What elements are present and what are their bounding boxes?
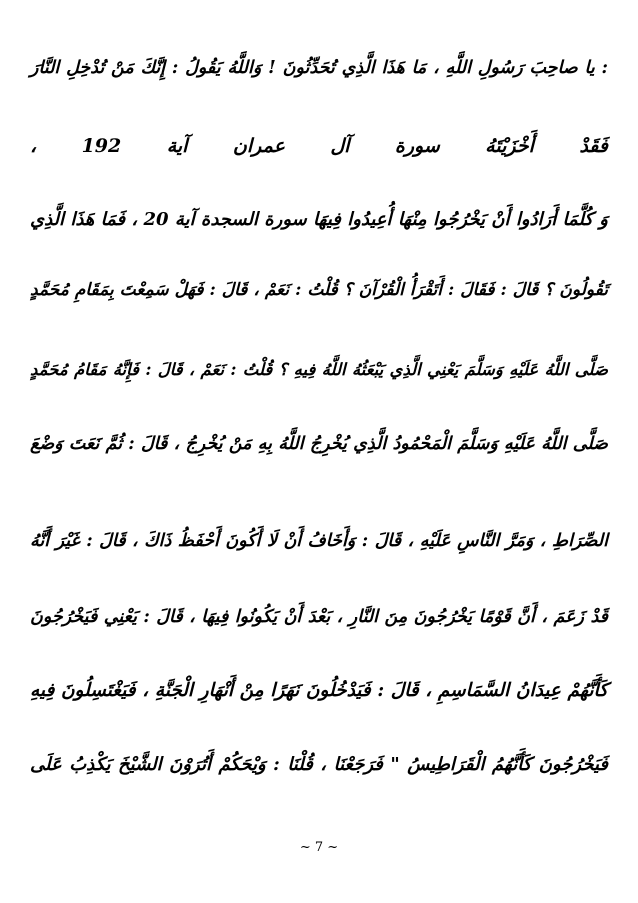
text-line-6: صَلَّى اللَّهُ عَلَيْهِ وَسَلَّمَ الْمَحْمُودُ الَّذِي يُخْرِجُ اللَّهُ بِهِ مَنْ يُخْرِجُ ، قَالَ : ثُمَّ نَعَتَ وَضْعَ [30,434,608,454]
text-line-8: قَدْ زَعَمَ ، أَنَّ قَوْمًا يَخْرُجُونَ مِنَ النَّارِ ، بَعْدَ أَنْ يَكُونُوا فِيهَا ، قَالَ : يَعْنِي فَيَخْرُجُونَ [30,607,608,627]
page-number: ~ 7 ~ [299,840,339,855]
text-line-7: الصِّرَاطِ ، وَمَرَّ النَّاسِ عَلَيْهِ ، قَالَ : وَأَخَافُ أَنْ لَا أَكُونَ أَحْفَظُ ذَاكَ ، قَالَ : غَيْرَ أَنَّهُ [30,531,608,551]
text-line-3: وَ كُلَّمَا أَرَادُوا أَنْ يَخْرُجُوا مِنْهَا أُعِيدُوا فِيهَا سورة السجدة آية 20 ، فَمَا هَذَا الَّذِي [30,209,608,230]
text-line-1: : يا صاحِبَ رَسُولِ اللَّهِ ، مَا هَذَا الَّذِي تُحَدِّثُونَ ! وَاللَّهُ يَقُولُ : إِنَّكَ مَنْ تُدْخِلِ النَّارَ [30,58,608,78]
text-line-5: صَلَّى اللَّهُ عَلَيْهِ وَسَلَّمَ يَعْنِي الَّذِي يَبْعَثُهُ اللَّهُ فِيهِ ؟ قُلْتُ : نَعَمْ ، قَالَ : فَإِنَّهُ مَقَامُ مُحَمَّدٍ [30,360,608,379]
text-line-2: فَقَدْ أَخْزَيْتَهُ سورة آل عمران آية 192 ، [30,135,609,157]
text-line-9: كَأَنَّهُمْ عِيدَانُ السَّمَاسِمِ ، قَالَ : فَيَدْخُلُونَ نَهَرًا مِنْ أَنْهَارِ الْجَنَّةِ ، فَيَغْتَسِلُونَ فِيهِ [30,680,608,701]
text-line-10: فَيَخْرُجُونَ كَأَنَّهُمُ الْقَرَاطِيسُ " فَرَجَعْنَا ، قُلْنَا : وَيْحَكُمْ أَتُرَوْنَ الشَّيْخَ يَكْذِبُ عَلَى [30,754,608,775]
text-line-4: تَقُولُونَ ؟ قَالَ : فَقَالَ : أَتَقْرَأُ الْقُرْآنَ ؟ قُلْتُ : نَعَمْ ، قَالَ : فَهَلْ سَمِعْتَ بِمَقَامِ مُحَمَّدٍ [30,280,608,300]
